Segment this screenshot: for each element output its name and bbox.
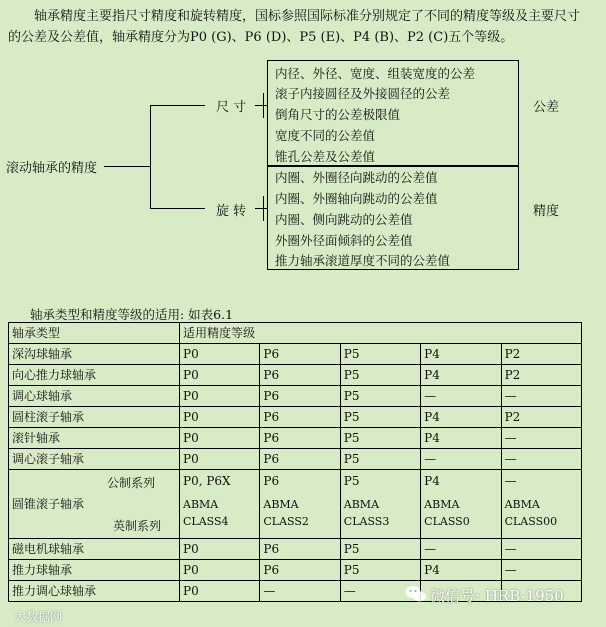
- grade-cell: —: [501, 386, 581, 407]
- size-item: 锥孔公差及公差值: [275, 149, 376, 164]
- branch-rotation-label: 旋 转: [216, 204, 247, 219]
- size-item: 滚子内接圆径及外接圆径的公差: [275, 86, 451, 101]
- table-row: [9, 344, 582, 365]
- grade-cell: P6: [260, 407, 340, 428]
- bearing-type: 深沟球轴承: [9, 344, 180, 365]
- precision-label: 精度: [533, 204, 560, 219]
- grade-cell: P6: [260, 344, 340, 365]
- taper-metric-grade: P4: [424, 474, 440, 488]
- taper-metric-label: 公制系列: [107, 476, 156, 490]
- size-item: 内径、外径、宽度、组装宽度的公差: [275, 66, 476, 81]
- rotation-item: 内圈、外圈轴向跳动的公差值: [275, 191, 438, 206]
- grade-cell: —: [501, 560, 581, 581]
- grade-cell: —: [501, 428, 581, 449]
- grade-cell: P4: [421, 344, 501, 365]
- taper-grade-cell: [340, 470, 420, 539]
- precision-grade-table: [8, 322, 582, 602]
- grade-cell: P4: [421, 428, 501, 449]
- grade-cell: P4: [421, 365, 501, 386]
- table-row-taper: [9, 470, 582, 539]
- grade-cell: P2: [501, 407, 581, 428]
- box-divider: [268, 165, 518, 167]
- grade-cell: P6: [260, 365, 340, 386]
- grade-cell: P5: [340, 386, 420, 407]
- grade-cell: P0: [180, 428, 260, 449]
- grade-cell: P2: [501, 344, 581, 365]
- branch-size-label: 尺 寸: [216, 100, 247, 115]
- grade-cell: —: [260, 581, 340, 602]
- intro-line-1: 轴承精度主要指尺寸精度和旋转精度，国标参照国际标准分别规定了不同的精度等级及主要尺寸: [34, 9, 581, 24]
- size-item: 倒角尺寸的公差极限值: [275, 107, 401, 122]
- table-row: [9, 560, 582, 581]
- intro-paragraph: [8, 6, 604, 48]
- bearing-type: 推力调心球轴承: [9, 581, 180, 602]
- taper-metric-grade: P5: [343, 474, 360, 488]
- rotation-tick-h: [255, 208, 267, 209]
- table-caption: 轴承类型和精度等级的适用: 如表6.1: [30, 307, 234, 322]
- bearing-type: 向心推力球轴承: [9, 365, 180, 386]
- tolerance-label: 公差: [533, 100, 560, 115]
- taper-grade-cell: [260, 470, 340, 539]
- rotation-item: 内圈、侧向跳动的公差值: [275, 212, 413, 227]
- items-box: [267, 60, 519, 270]
- taper-imperial-grade: ABMA CLASS3: [343, 498, 390, 528]
- taper-grade-cell: [180, 470, 260, 539]
- table-row: [9, 365, 582, 386]
- bearing-type: 滚针轴承: [9, 428, 180, 449]
- header-type: 轴承类型: [9, 323, 180, 344]
- taper-type: 圆锥滚子轴承: [12, 497, 85, 511]
- size-tick-h: [255, 105, 267, 106]
- taper-imperial-grade: ABMA CLASS2: [263, 498, 309, 528]
- grade-cell: —: [340, 581, 420, 602]
- taper-metric-grade: P0, P6X: [183, 474, 231, 488]
- diagram-root-label: 滚动轴承的精度: [6, 161, 98, 176]
- grade-cell: P0: [180, 539, 260, 560]
- grade-cell: P6: [260, 539, 340, 560]
- table-header-row: [9, 323, 582, 344]
- root-connector: [104, 166, 151, 167]
- grade-cell: P0: [180, 344, 260, 365]
- taper-imperial-grade: ABMA CLASS0: [424, 498, 470, 528]
- header-grades: 适用精度等级: [180, 323, 582, 344]
- taper-imperial-grade: ABMA CLASS00: [504, 498, 558, 528]
- grade-cell: P5: [340, 449, 420, 470]
- grade-cell: P0: [180, 365, 260, 386]
- intro-line-2: 的公差及公差值，轴承精度分为P0 (G)、P6 (D)、P5 (E)、P4 (B)、P2 (C)五个等级。: [8, 30, 514, 45]
- grade-cell: P5: [340, 407, 420, 428]
- bearing-type: 调心滚子轴承: [9, 449, 180, 470]
- grade-cell: P4: [421, 407, 501, 428]
- grade-cell: P0: [180, 386, 260, 407]
- table-row: [9, 428, 582, 449]
- grade-cell: P0: [180, 449, 260, 470]
- taper-grade-cell: [501, 470, 581, 539]
- grade-cell: —: [421, 449, 501, 470]
- taper-imperial-grade: ABMA CLASS4: [183, 498, 229, 528]
- bearing-type: 圆柱滚子轴承: [9, 407, 180, 428]
- bearing-type: 调心球轴承: [9, 386, 180, 407]
- table-row: [9, 449, 582, 470]
- grade-cell: P0: [180, 581, 260, 602]
- wechat-icon: [405, 585, 427, 603]
- precision-diagram: [0, 60, 606, 280]
- grade-cell: —: [421, 539, 501, 560]
- grade-cell: P5: [340, 539, 420, 560]
- grade-cell: —: [501, 539, 581, 560]
- watermark-left: 大数据网: [14, 610, 63, 624]
- grade-cell: P6: [260, 560, 340, 581]
- taper-metric-grade: —: [504, 474, 517, 488]
- watermark-wechat: 微信号: HRB-1950: [430, 587, 564, 605]
- grade-cell: P5: [340, 560, 420, 581]
- table-row: [9, 539, 582, 560]
- branch-bracket: [150, 105, 151, 209]
- grade-cell: P6: [260, 386, 340, 407]
- grade-cell: P0: [180, 560, 260, 581]
- grade-cell: —: [421, 386, 501, 407]
- taper-imperial-label: 英制系列: [113, 519, 162, 533]
- size-connector: [150, 105, 205, 106]
- taper-grade-cell: [421, 470, 501, 539]
- grade-cell: P5: [340, 365, 420, 386]
- grade-cell: P2: [501, 365, 581, 386]
- table-row: [9, 407, 582, 428]
- grade-cell: P0: [180, 407, 260, 428]
- grade-cell: P5: [340, 344, 420, 365]
- rotation-item: 内圈、外圈径向跳动的公差值: [275, 170, 438, 185]
- table-row: [9, 386, 582, 407]
- taper-type-cell: [9, 470, 180, 539]
- rotation-connector: [150, 208, 205, 209]
- taper-metric-grade: P6: [263, 474, 280, 488]
- grade-cell: P5: [340, 428, 420, 449]
- grade-cell: —: [501, 449, 581, 470]
- grade-cell: P6: [260, 428, 340, 449]
- rotation-item: 外圈外径面倾斜的公差值: [275, 233, 413, 248]
- bearing-type: 磁电机球轴承: [9, 539, 180, 560]
- bearing-type: 推力球轴承: [9, 560, 180, 581]
- rotation-item: 推力轴承滚道厚度不同的公差值: [275, 253, 451, 268]
- grade-cell: P4: [421, 560, 501, 581]
- grade-cell: P6: [260, 449, 340, 470]
- size-item: 宽度不同的公差值: [275, 128, 376, 143]
